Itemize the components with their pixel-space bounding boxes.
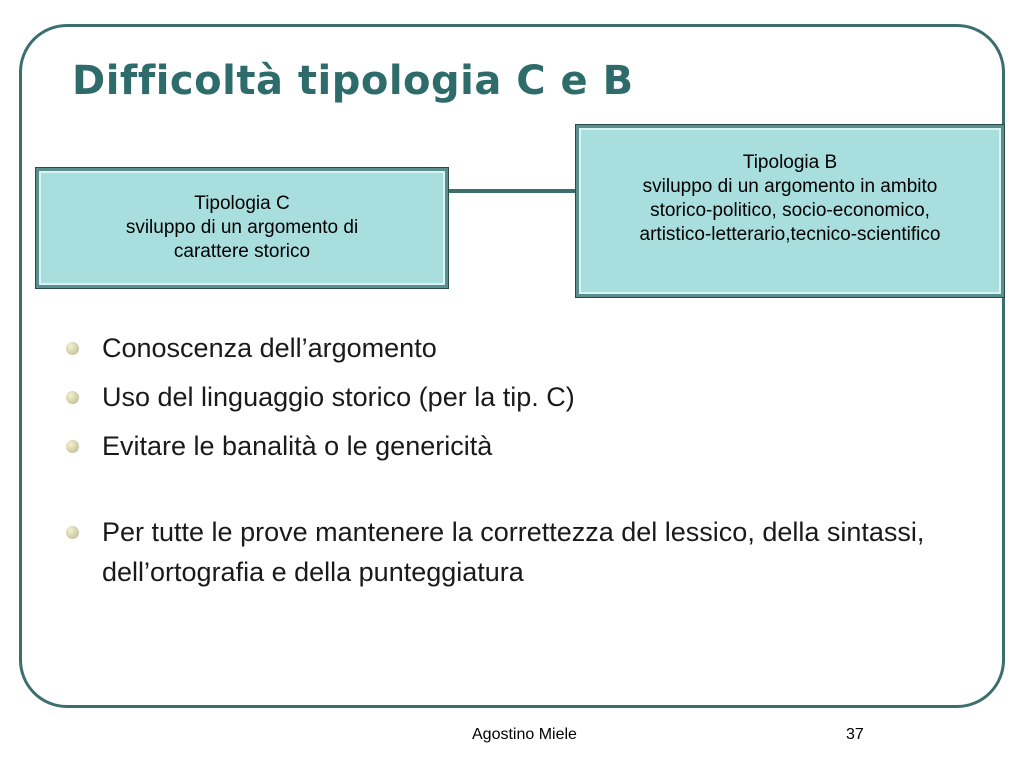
bullet-icon xyxy=(66,526,79,539)
box-b-line: storico-politico, socio-economico, xyxy=(650,200,930,221)
bullet-text: Per tutte le prove mantenere la correttezza del lessico, della sintassi, dell’ortografia e della punteggiatura xyxy=(102,517,925,587)
bullet-item xyxy=(62,512,962,592)
bullet-text: Conoscenza dell’argomento xyxy=(102,333,437,363)
bullet-text: Evitare le banalità o le genericità xyxy=(102,431,493,461)
box-tipologia-b xyxy=(575,124,1005,298)
box-c-line: sviluppo di un argomento di xyxy=(125,217,359,238)
box-b-heading: Tipologia B xyxy=(742,152,838,173)
box-c-line: carattere storico xyxy=(173,241,311,262)
connector-line xyxy=(448,189,578,193)
slide-title: Difficoltà tipologia C e B xyxy=(72,58,634,104)
bullet-item xyxy=(62,426,962,466)
box-tipologia-c xyxy=(35,167,449,289)
bullet-icon xyxy=(66,342,79,355)
bullet-list xyxy=(62,328,962,601)
box-b-line: artistico-letterario,tecnico-scientifico xyxy=(639,224,941,245)
page-number: 37 xyxy=(846,726,864,743)
box-c-heading: Tipologia C xyxy=(194,193,290,214)
bullet-item xyxy=(62,377,962,417)
box-b-line: sviluppo di un argomento in ambito xyxy=(642,176,938,197)
bullet-icon xyxy=(66,391,79,404)
bullet-text: Uso del linguaggio storico (per la tip. C) xyxy=(102,382,575,412)
bullet-icon xyxy=(66,440,79,453)
bullet-item xyxy=(62,328,962,368)
footer-author: Agostino Miele xyxy=(472,726,577,743)
